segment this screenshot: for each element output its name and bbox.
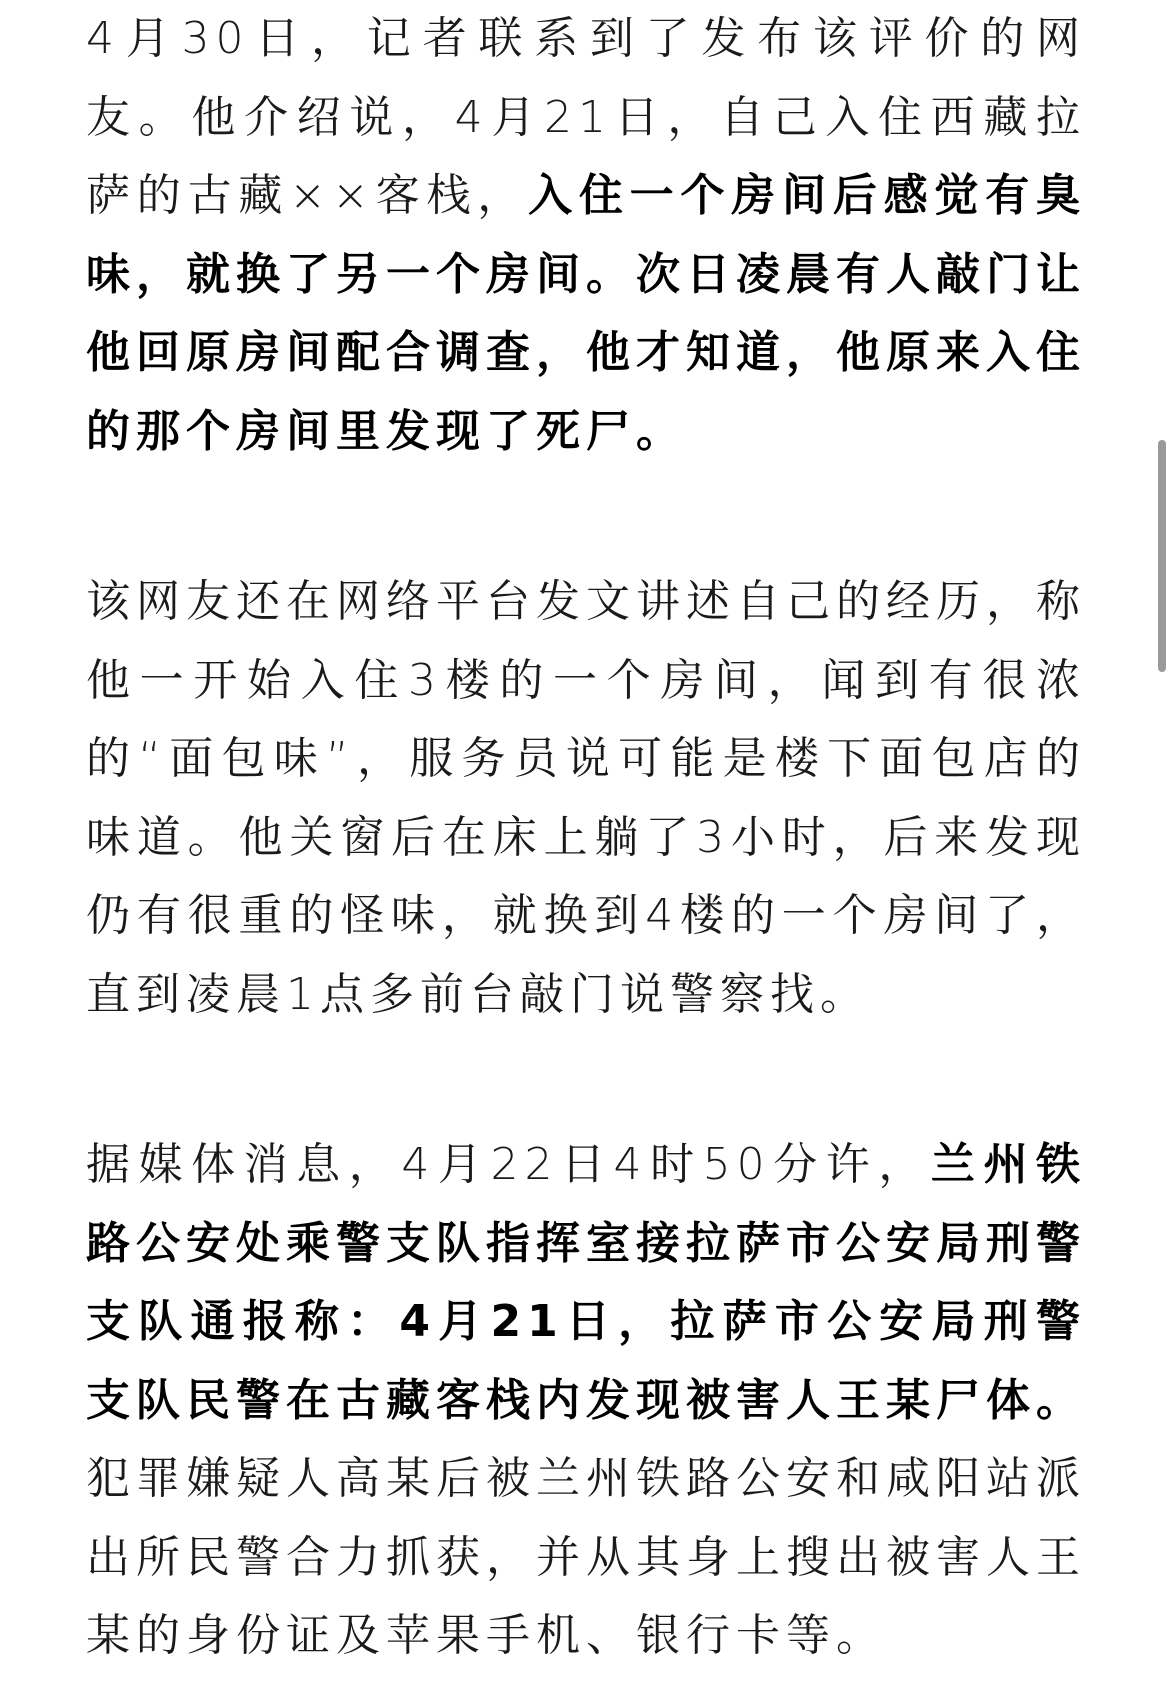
paragraph-2-text: 该网友还在网络平台发文讲述自己的经历，称他一开始入住3楼的一个房间，闻到有很浓的“面包味”，服务员说可能是楼下面包店的味道。他关窗后在床上躺了3小时，后来发现仍有很重的怪味，就换到4楼的一个房间了，直到凌晨1点多前台敲门说警察找。 <box>86 576 1086 1020</box>
paragraph-gap <box>86 471 1086 563</box>
paragraph-3-text: 据媒体消息，4月22日4时50分许， <box>86 1139 931 1190</box>
scrollbar[interactable] <box>1156 0 1170 1689</box>
paragraph-1 <box>86 0 1086 471</box>
scrollbar-thumb[interactable] <box>1158 440 1166 672</box>
paragraph-gap <box>86 1034 1086 1126</box>
article-body <box>86 0 1086 1676</box>
paragraph-3-bold: 兰州铁路公安处乘警支队指挥室接拉萨市公安局刑警支队通报称：4月21日，拉萨市公安局刑警支队民警在古藏客栈内发现被害人王某尸体。 <box>86 1139 1087 1426</box>
paragraph-1-bold: 入住一个房间后感觉有臭味，就换了另一个房间。次日凌晨有人敲门让他回原房间配合调查，他才知道，他原来入住的那个房间里发现了死尸。 <box>86 170 1087 457</box>
paragraph-1-text: 4月30日，记者联系到了发布该评价的网友。他介绍说，4月21日，自己入住西藏拉萨的古藏××客栈， <box>86 13 1086 221</box>
paragraph-2 <box>86 563 1086 1034</box>
paragraph-3-text-end: 犯罪嫌疑人高某后被兰州铁路公安和咸阳站派出所民警合力抓获，并从其身上搜出被害人王某的身份证及苹果手机、银行卡等。 <box>86 1453 1086 1661</box>
paragraph-3 <box>86 1126 1086 1676</box>
